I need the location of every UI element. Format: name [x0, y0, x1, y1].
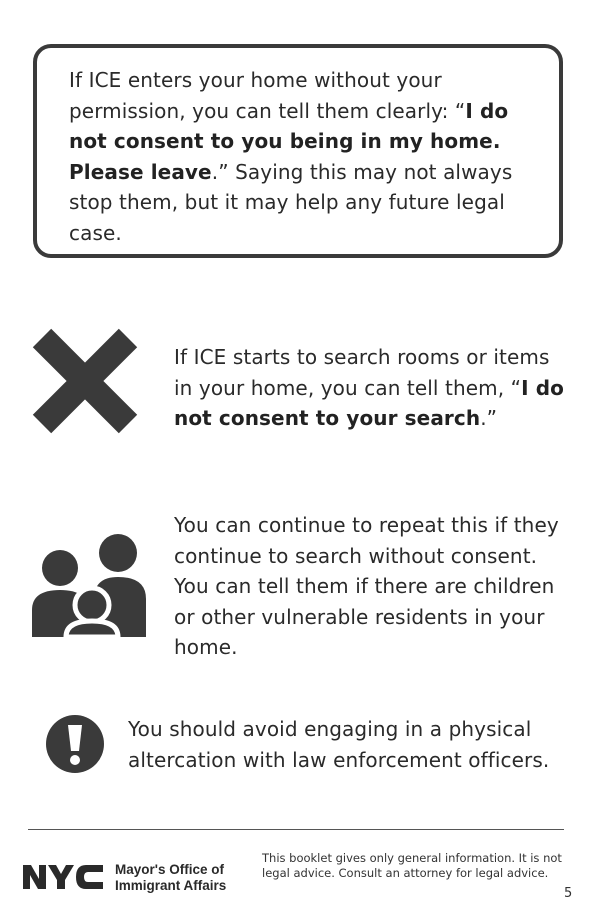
search-consent-text — [174, 342, 566, 434]
footer-divider — [28, 829, 564, 830]
consent-callout-box — [33, 44, 563, 258]
family-icon — [30, 533, 150, 637]
nyc-logo — [22, 863, 104, 891]
exclamation-icon — [46, 715, 104, 773]
office-name — [115, 862, 226, 894]
office-line-2: Immigrant Affairs — [115, 878, 227, 893]
search-text-intro: If ICE starts to search rooms or items in your home, you can tell them, “ — [174, 345, 550, 400]
office-line-1: Mayor's Office of — [115, 862, 224, 877]
x-icon — [30, 326, 140, 436]
repeat-text: You can continue to repeat this if they continue to search without consent. You can tell them if there are children or other vulnerable residents in your home. — [174, 513, 559, 659]
page-number: 5 — [564, 886, 573, 901]
callout-text-outro: .” Saying this may not always stop them, but it may help any future legal case. — [69, 159, 513, 245]
search-text-outro: .” — [480, 406, 498, 430]
search-text-bold: I do not consent to your search — [174, 375, 564, 430]
callout-text-bold: I do not consent to you being in my home. Please leave — [69, 98, 509, 184]
avoid-altercation-text: You should avoid engaging in a physical altercation with law enforcement officers. — [128, 717, 550, 772]
disclaimer-text: This booklet gives only general information. It is not legal advice. Consult an attorney for legal advice. — [262, 851, 562, 880]
callout-text-intro: If ICE enters your home without your permission, you can tell them clearly: “ — [69, 68, 466, 123]
